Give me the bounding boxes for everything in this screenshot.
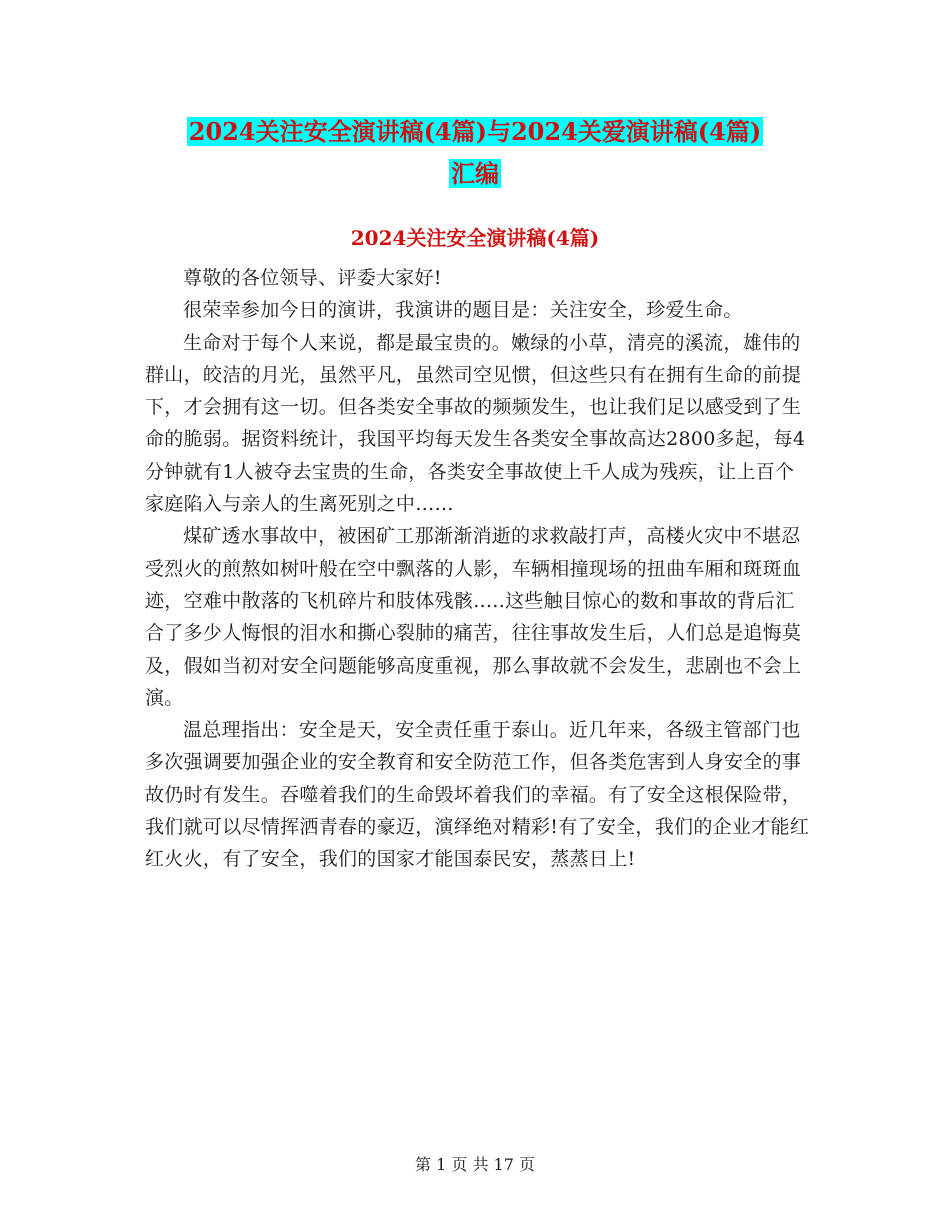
document-title-highlight: 汇编 <box>451 159 499 188</box>
paragraph: 温总理指出：安全是天，安全责任重于泰山。近几年来，各级主管部门也多次强调要加强企业的安全教育和安全防范工作，但各类危害到人身安全的事故仍时有发生。吞噬着我们的生命毁坏着我们的幸福。有了安全这根保险带，我们就可以尽情挥洒青春的豪迈，演绎绝对精彩!有了安全，我们的企业才能红红火火，有了安全，我们的国家才能国泰民安，蒸蒸日上! <box>145 719 810 871</box>
document-body <box>145 262 813 876</box>
document-title-line-1 <box>0 110 950 154</box>
paragraph: 生命对于每个人来说，都是最宝贵的。嫩绿的小草，清亮的溪流，雄伟的群山，皎洁的月光，虽然平凡，虽然司空见惯，但这些只有在拥有生命的前提下，才会拥有这一切。但各类安全事故的频频发生，也让我们足以感受到了生命的脆弱。据资料统计，我国平均每天发生各类安全事故高达2800多起，每4分钟就有1人被夺去宝贵的生命，各类安全事故使上千人成为残疾，让上百个家庭陷入与亲人的生离死别之中…… <box>145 331 806 516</box>
paragraph: 尊敬的各位领导、评委大家好! <box>183 267 442 289</box>
document-title-line-2 <box>0 152 950 196</box>
document-title-highlight: 2024关注安全演讲稿(4篇)与2024关爱演讲稿(4篇) <box>188 117 762 146</box>
page-footer: 第 1 页 共 17 页 <box>415 1155 535 1174</box>
section-title: 2024关注安全演讲稿(4篇) <box>350 226 600 250</box>
paragraph: 煤矿透水事故中，被困矿工那渐渐消逝的求救敲打声，高楼火灾中不堪忍受烈火的煎熬如树叶般在空中飘落的人影，车辆相撞现场的扭曲车厢和斑斑血迹，空难中散落的飞机碎片和肢体残骸…..这些触目惊心的数和事故的背后汇合了多少人悔恨的泪水和撕心裂肺的痛苦，往往事故发生后，人们总是追悔莫及，假如当初对安全问题能够高度重视，那么事故就不会发生，悲剧也不会上演。 <box>145 525 802 709</box>
paragraph: 很荣幸参加今日的演讲，我演讲的题目是：关注安全，珍爱生命。 <box>183 299 743 322</box>
